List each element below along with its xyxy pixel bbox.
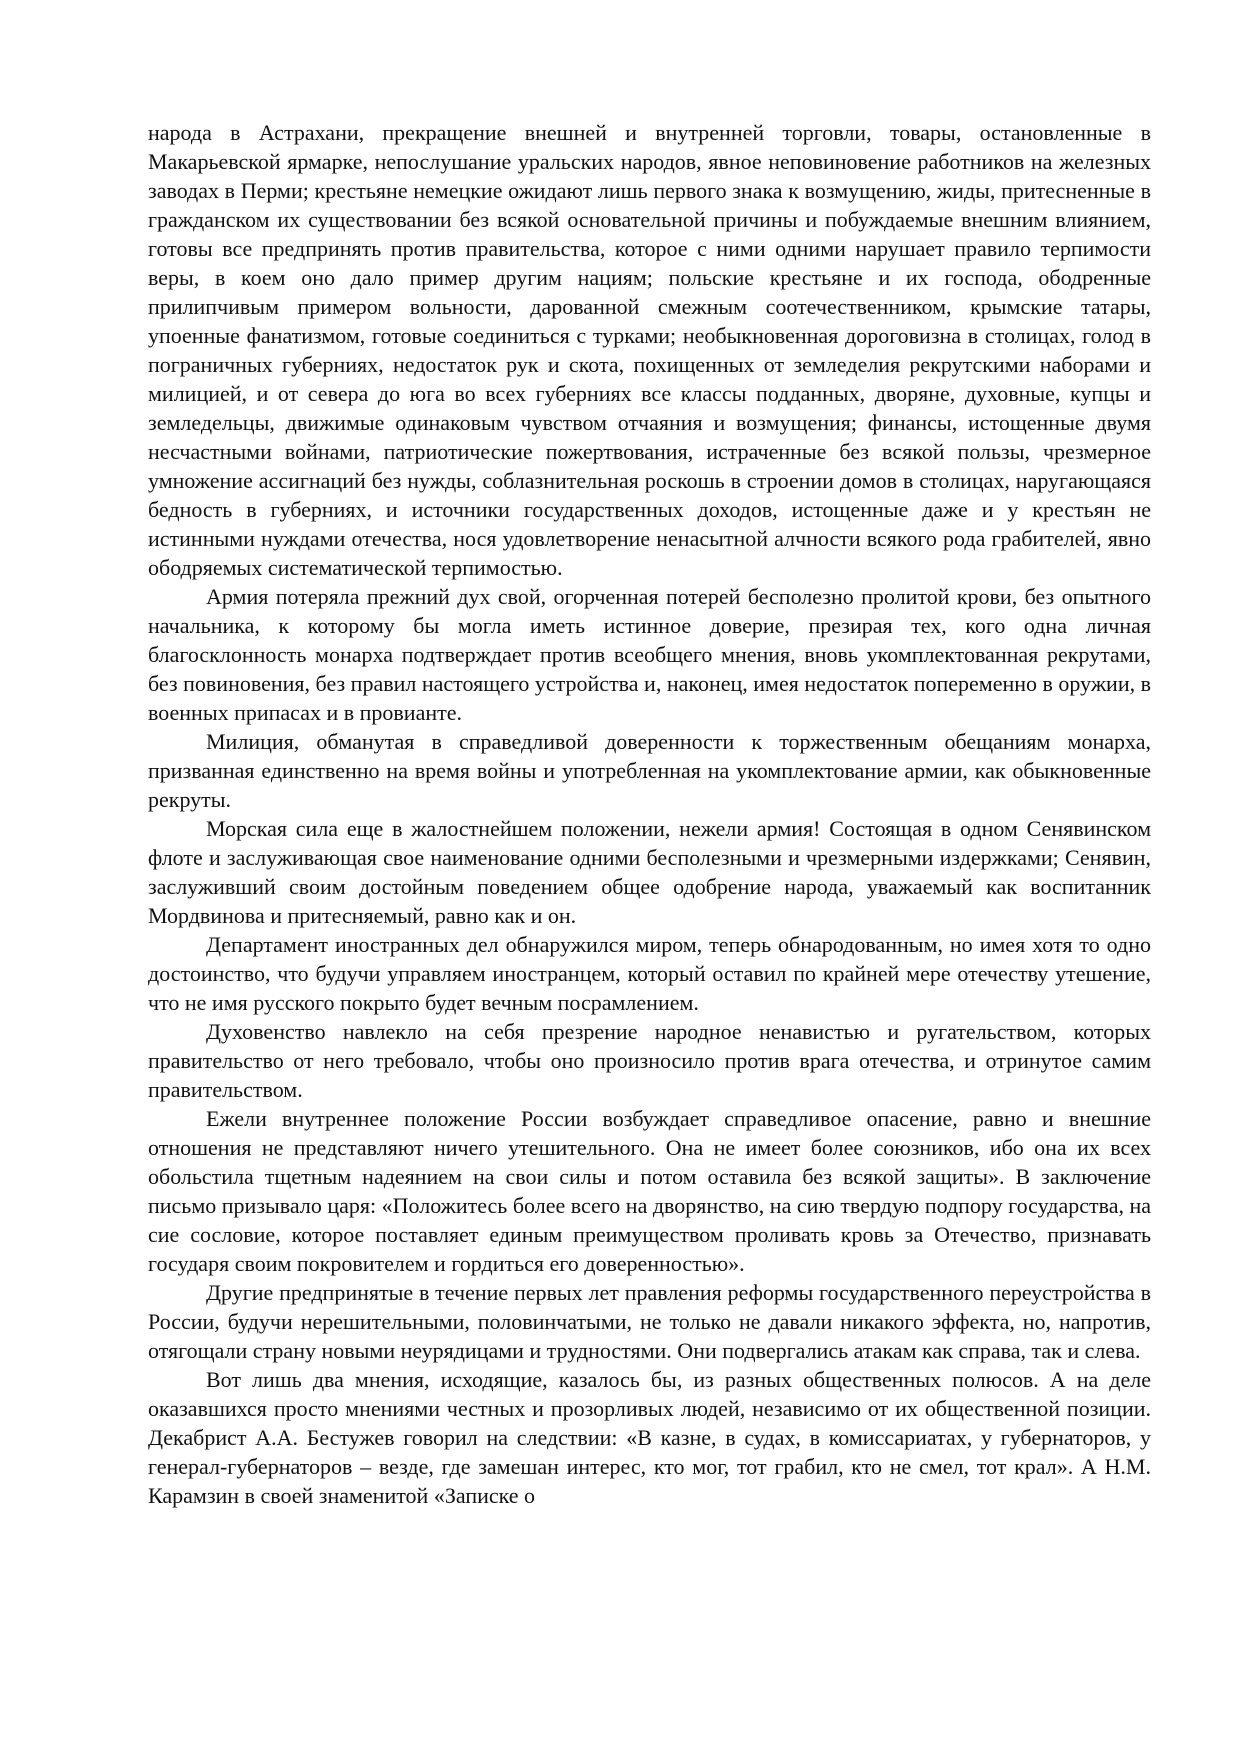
paragraph-clergy: Духовенство навлекло на себя презрение народное ненавистью и ругательством, которых правительство от него требовало, чтобы оно произносило против врага отечества, и отринутое самим правительством. [148,1019,1151,1102]
paragraph-militia: Милиция, обманутая в справедливой доверенности к торжественным обещаниям монарха, призванная единственно на время войны и употребленная на укомплектование армии, как обыкновенные рекруты. [148,729,1151,812]
paragraph-two-opinions: Вот лишь два мнения, исходящие, казалось бы, из разных общественных полюсов. А на деле оказавшихся просто мнениями честных и прозорливых людей, независимо от их общественной позиции. Декабрист А.А. Бестужев говорил на следствии: «В казне, в судах, в комиссариатах, у губернаторов, у генерал-губернаторов – везде, где замешан интерес, кто мог, тот грабил, кто не смел, тот крал». А Н.М. Карамзин в своей знаменитой «Записке о [148,1367,1151,1508]
paragraph-navy: Морская сила еще в жалостнейшем положении, нежели армия! Состоящая в одном Сенявинском флоте и заслуживающая свое наименование одними бесполезными и чрезмерными издержками; Сенявин, заслуживший своим достойным поведением общее одобрение народа, уважаемый как воспитанник Мордвинова и притесняемый, равно как и он. [148,816,1151,928]
paragraph-continuation: народа в Астрахани, прекращение внешней и внутренней торговли, товары, остановленные в Макарьевской ярмарке, непослушание уральских народов, явное неповиновение работников на железных заводах в Перми; крестьяне немецкие ожидают лишь первого знака к возмущению, жиды, притесненные в гражданском их существовании без всякой основательной причины и побуждаемые внешним влиянием, готовы все предпринять против правительства, которое с ними одними нарушает правило терпимости веры, в коем оно дало пример другим нациям; польские крестьяне и их господа, ободренные прилипчивым примером вольности, дарованной смежным соотечественником, крымские татары, упоенные фанатизмом, готовые соединиться с турками; необыкновенная дороговизна в столицах, голод в пограничных губерниях, недостаток рук и скота, похищенных от земледелия рекрутскими наборами и милицией, и от севера до юга во всех губерниях все классы подданных, дворяне, духовные, купцы и земледельцы, движимые одинаковым чувством отчаяния и возмущения; финансы, истощенные двумя несчастными войнами, патриотические пожертвования, истраченные без всякой пользы, чрезмерное умножение ассигнаций без нужды, соблазнительная роскошь в строении домов в столицах, наругающаяся бедность в губерниях, и источники государственных доходов, истощенные даже и у крестьян не истинными нуждами отечества, нося удовлетворение ненасытной алчности всякого рода грабителей, явно ободряемых систематической терпимостью. [148,120,1151,580]
paragraph-external-relations: Ежели внутреннее положение России возбуждает справедливое опасение, равно и внешние отношения не представляют ничего утешительного. Она не имеет более союзников, ибо она их всех обольстила тщетным надеянием на свои силы и потом оставила без всякой защиты». В заключение письмо призывало царя: «Положитесь более всего на дворянство, на сию твердую подпору государства, на сие сословие, которое поставляет единым преимуществом проливать кровь за Отечество, признавать государя своим покровителем и гордиться его доверенностью». [148,1106,1151,1276]
paragraph-army: Армия потеряла прежний дух свой, огорченная потерей бесполезно пролитой крови, без опытного начальника, к которому бы могла иметь истинное доверие, презирая тех, кого одна личная благосклонность монарха подтверждает против всеобщего мнения, вновь укомплектованная рекрутами, без повиновения, без правил настоящего устройства и, наконец, имея недостаток попеременно в оружии, в военных припасах и в провианте. [148,584,1151,725]
document-page [148,118,1151,1510]
paragraph-reforms: Другие предпринятые в течение первых лет правления реформы государственного переустройства в России, будучи нерешительными, половинчатыми, не только не давали никакого эффекта, но, напротив, отягощали страну новыми неурядицами и трудностями. Они подвергались атакам как справа, так и слева. [148,1280,1151,1363]
paragraph-foreign-affairs: Департамент иностранных дел обнаружился миром, теперь обнародованным, но имея хотя то одно достоинство, что будучи управляем иностранцем, который оставил по крайней мере отечеству утешение, что не имя русского покрыто будет вечным посрамлением. [148,932,1151,1015]
